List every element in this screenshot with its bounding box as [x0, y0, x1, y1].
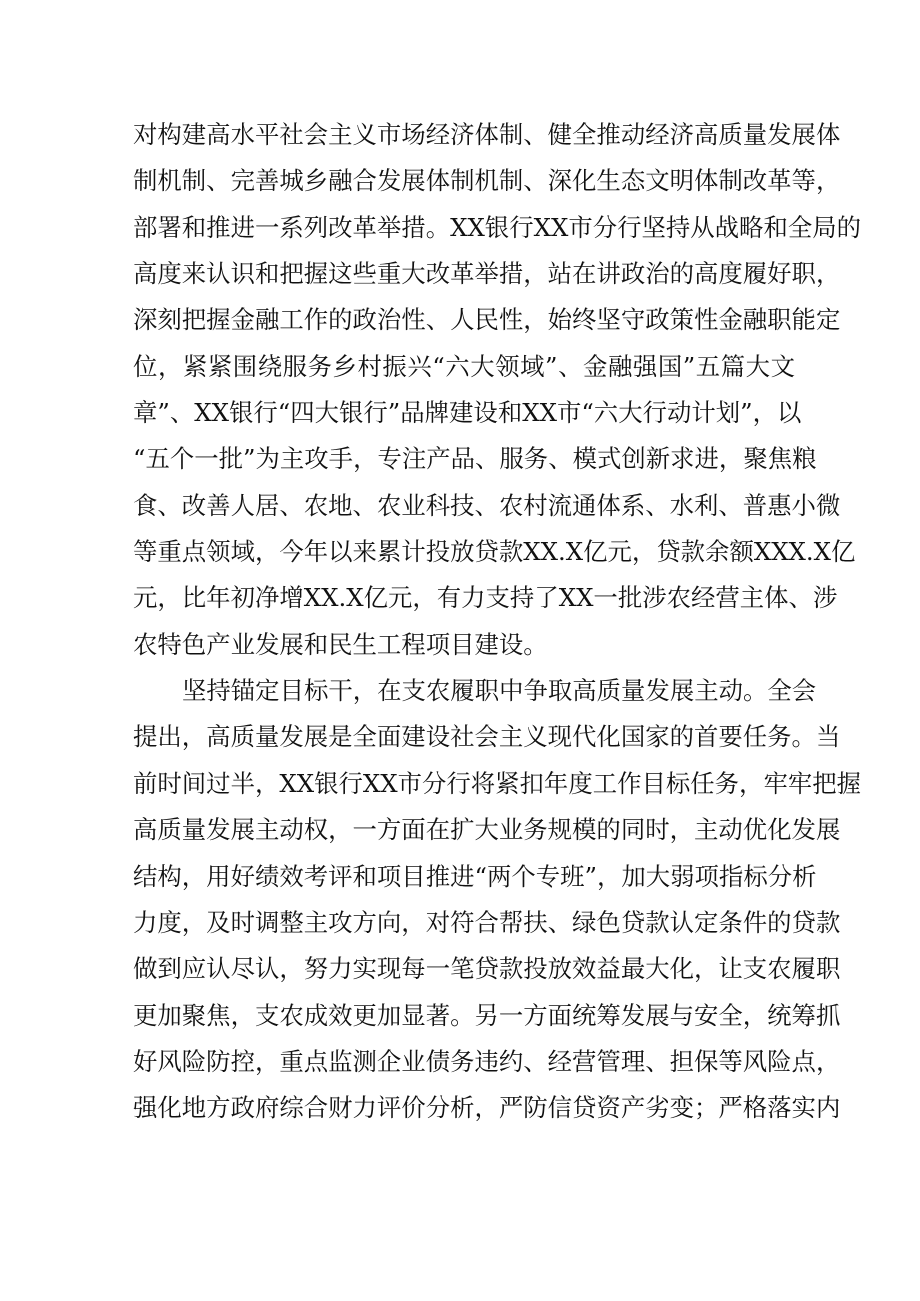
text-line: 高质量发展主动权，一方面在扩大业务规模的同时，主动优化发展	[133, 815, 841, 845]
text-line: 位，紧紧围绕服务乡村振兴“六大领域”、金融强国”五篇大文	[133, 351, 795, 381]
body-text	[133, 112, 862, 1132]
text-line: 农特色产业发展和民生工程项目建设。	[133, 629, 548, 659]
text-line: 更加聚焦，支农成效更加显著。另一方面统筹发展与安全，统筹抓	[133, 1000, 841, 1030]
text-line: 元，比年初净增XX.X亿元，有力支持了XX一批涉农经营主体、涉	[133, 583, 838, 613]
text-line: 做到应认尽认，努力实现每一笔贷款投放效益最大化，让支农履职	[133, 954, 841, 984]
paragraph-2	[133, 668, 862, 1131]
text-line: “五个一批”为主攻手，专注产品、服务、模式创新求进，聚焦粮	[133, 444, 817, 474]
text-line: 坚持锚定目标干，在支农履职中争取高质量发展主动。全会	[182, 676, 817, 706]
text-line: 力度，及时调整主攻方向，对符合帮扶、绿色贷款认定条件的贷款	[133, 907, 841, 937]
text-line: 提出，高质量发展是全面建设社会主义现代化国家的首要任务。当	[133, 722, 841, 752]
text-line: 食、改善人居、农地、农业科技、农村流通体系、水利、普惠小微	[133, 490, 841, 520]
text-line: 好风险防控，重点监测企业债务违约、经营管理、担保等风险点，	[133, 1046, 841, 1076]
text-line: 章”、XX银行“四大银行”品牌建设和XX市“六大行动计划”，以	[133, 398, 802, 428]
text-line: 等重点领域，今年以来累计投放贷款XX.X亿元，贷款余额XXX.X亿	[133, 537, 856, 567]
text-line: 制机制、完善城乡融合发展体制机制、深化生态文明体制改革等，	[133, 166, 841, 196]
text-line: 结构，用好绩效考评和项目推进“两个专班”，加大弱项指标分析	[133, 861, 817, 891]
text-line: 对构建高水平社会主义市场经济体制、健全推动经济高质量发展体	[133, 120, 841, 149]
text-line: 强化地方政府综合财力评价分析，严防信贷资产劣变；严格落实内	[133, 1093, 841, 1123]
text-line: 部署和推进一系列改革举措。XX银行XX市分行坚持从战略和全局的	[133, 212, 862, 242]
paragraph-1	[133, 112, 862, 668]
text-line: 高度来认识和把握这些重大改革举措，站在讲政治的高度履好职，	[133, 259, 841, 289]
text-line: 前时间过半，XX银行XX市分行将紧扣年度工作目标任务，牢牢把握	[133, 768, 862, 798]
text-line: 深刻把握金融工作的政治性、人民性，始终坚守政策性金融职能定	[133, 305, 841, 335]
